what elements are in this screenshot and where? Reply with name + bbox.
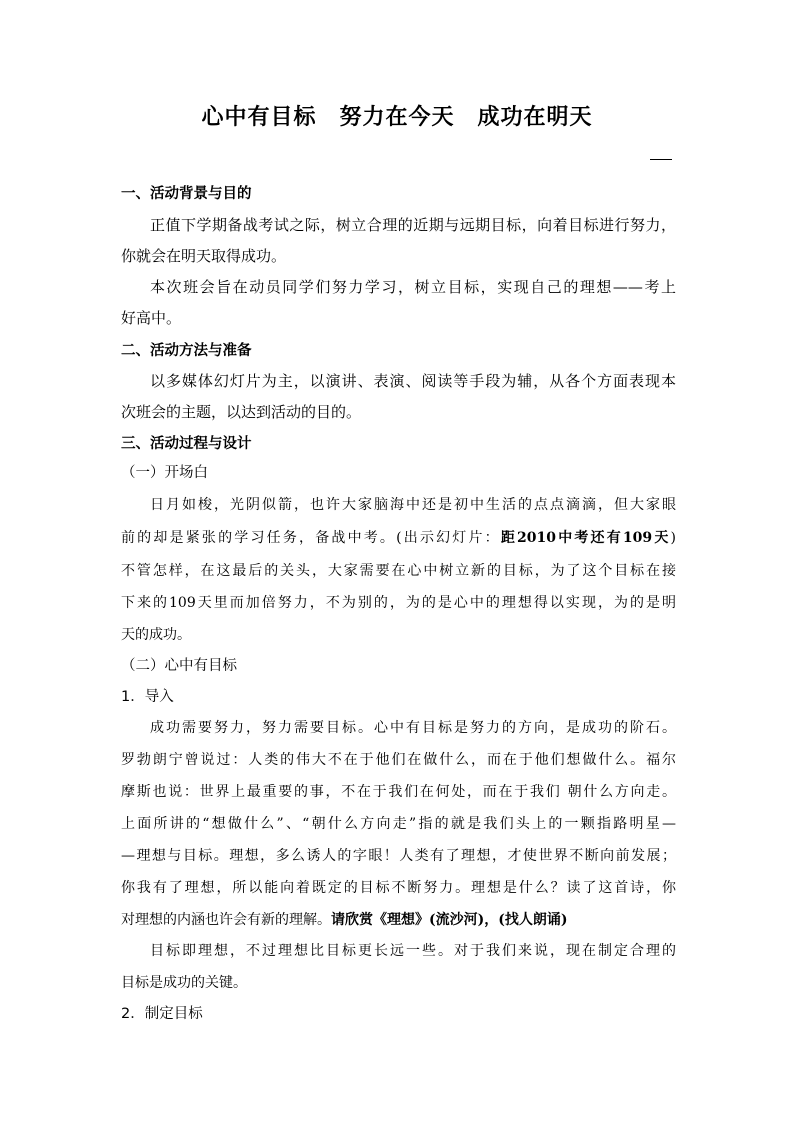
paragraph-line: 好高中。: [121, 309, 182, 327]
paragraph-line: —理想与目标。理想，多么诱人的字眼！人类有了理想，才使世界不断向前发展；: [121, 848, 676, 864]
paragraph-line: 上面所讲的“想做什么”、“朝什么方向走”指的就是我们头上的一颗指路明星—: [121, 816, 676, 832]
paragraph-line: 摩斯也说：世界上最重要的事，不在于我们在何处，而在于我们 朝什么方向走。: [121, 784, 676, 800]
paragraph-line: 次班会的主题，以达到活动的目的。: [121, 403, 362, 421]
paragraph-text: ): [670, 530, 676, 546]
paragraph-line: [121, 528, 676, 548]
list-item-heading: 1．导入: [121, 689, 174, 705]
paragraph-line: 不管怎样，在这最后的关头，大家需要在心中树立新的目标，为了这个目标在接: [121, 563, 676, 579]
paragraph-text: 对理想的内涵也许会有新的理解。: [121, 912, 331, 928]
paragraph-line: 你我有了理想，所以能向着既定的目标不断努力。理想是什么？读了这首诗，你: [121, 880, 676, 896]
paragraph-line: 以多媒体幻灯片为主，以演讲、表演、阅读等手段为辅，从各个方面表现本: [150, 372, 676, 390]
section-heading-process: 三、活动过程与设计: [121, 436, 252, 452]
list-item-heading: 2．制定目标: [121, 1006, 203, 1022]
section-heading-background: 一、活动背景与目的: [121, 186, 252, 202]
paragraph-line: 日月如梭，光阴似箭，也许大家脑海中还是初中生活的点点滴滴，但大家眼: [150, 497, 676, 513]
paragraph-text: 前的却是紧张的学习任务，备战中考。(出示幻灯片：: [121, 530, 501, 546]
paragraph-line: 你就会在明天取得成功。: [121, 247, 287, 265]
subsection-heading-opening: （一）开场白: [121, 465, 208, 481]
paragraph-line: 天的成功。: [121, 627, 191, 643]
paragraph-line: [121, 910, 676, 930]
slide-countdown-text: 距2010中考还有109天: [500, 530, 671, 546]
author-dash: [650, 159, 672, 160]
paragraph-line: 罗勃朗宁曾说过：人类的伟大不在于他们在做什么，而在于他们想做什么。福尔: [121, 752, 676, 768]
section-heading-methods: 二、活动方法与准备: [121, 343, 252, 359]
paragraph-line: 目标是成功的关键。: [121, 975, 247, 991]
paragraph-line: 下来的109天里而加倍努力，不为别的，为的是心中的理想得以实现，为的是明: [121, 595, 676, 611]
paragraph-line: 本次班会旨在动员同学们努力学习，树立目标，实现自己的理想——考上: [150, 278, 676, 296]
paragraph-line: 成功需要努力，努力需要目标。心中有目标是努力的方向，是成功的阶石。: [150, 720, 676, 736]
paragraph-line: 目标即理想，不过理想比目标更长远一些。对于我们来说，现在制定合理的: [150, 943, 676, 959]
subsection-heading-goals: （二）心中有目标: [121, 658, 237, 674]
paragraph-line: 正值下学期备战考试之际，树立合理的近期与远期目标，向着目标进行努力，: [150, 216, 676, 234]
page-title: 心中有目标 努力在今天 成功在明天: [201, 105, 593, 130]
poem-reading-text: 请欣赏《理想》(流沙河)，(找人朗诵): [331, 912, 568, 928]
